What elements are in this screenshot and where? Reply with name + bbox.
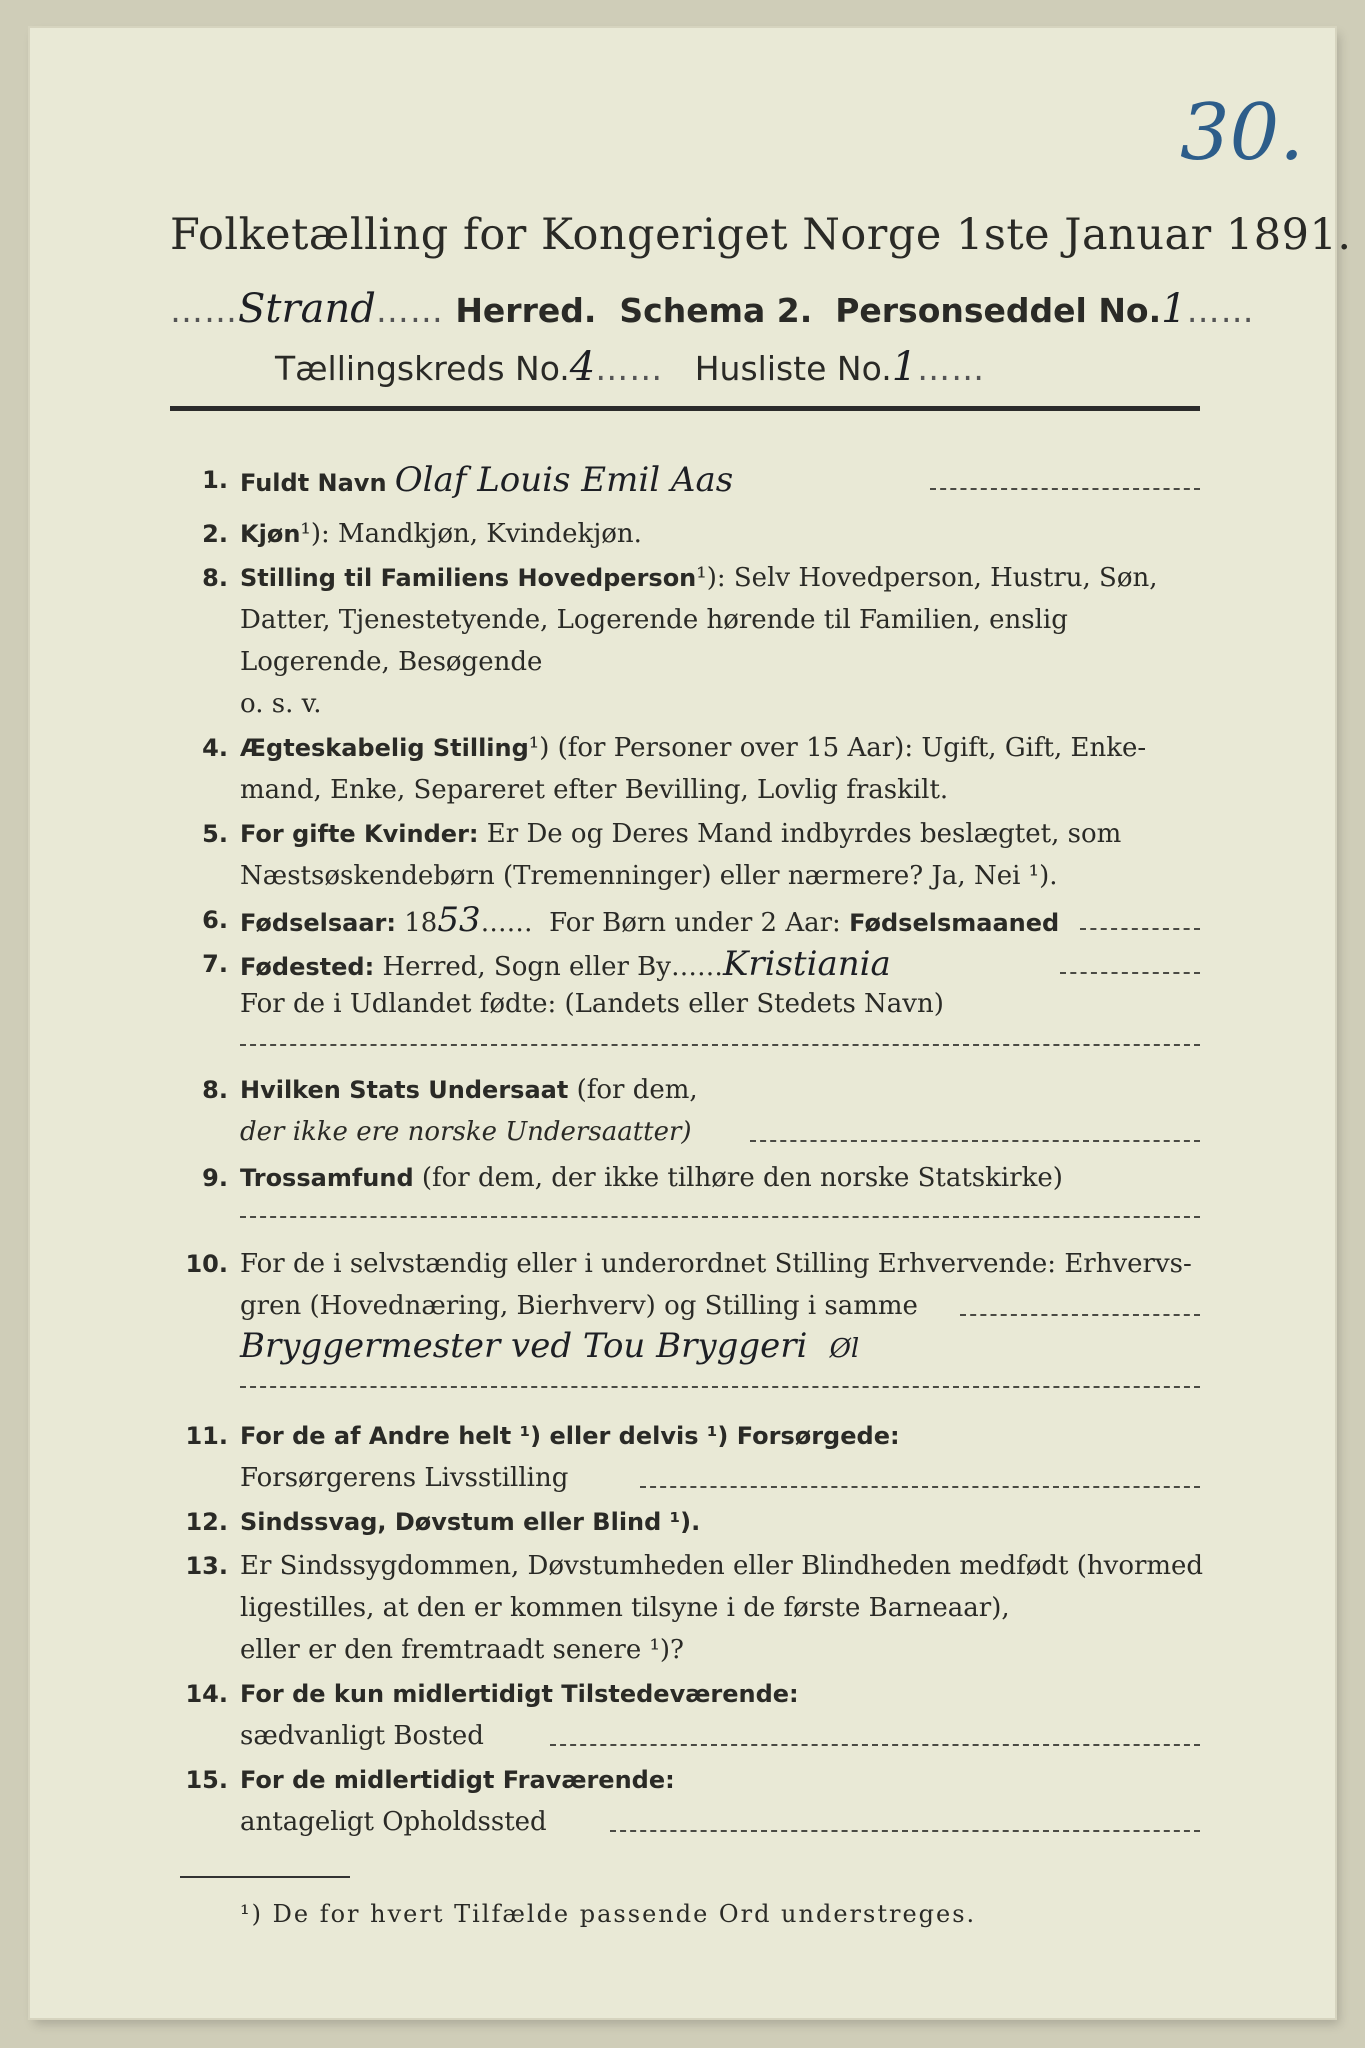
fill-line [610,1830,1200,1832]
item-number: 9. [202,1164,228,1192]
item-text: gren (Hovednæring, Bierhverv) og Stilling i samme [240,1291,918,1321]
item-number: 8. [202,564,228,592]
footnote-rule [180,1876,350,1878]
item-text: Herred, Sogn eller By [382,952,671,982]
birth-year-prefix: 18 [404,908,438,938]
item-label: Ægteskabelig Stilling [240,734,529,762]
item-text: For Børn under 2 Aar: [549,908,841,938]
personseddel-label: Personseddel No. [835,291,1162,330]
fill-line [240,1044,1200,1046]
item-number: 7. [202,950,228,978]
item-label: Kjøn [240,520,301,548]
page-number-handwritten: 30. [1180,88,1305,178]
item-text: Logerende, Besøgende [240,647,543,677]
item-text: For de i selvstændig eller i underordnet Stilling Erhvervende: Erhvervs- [240,1249,1192,1279]
item-text: eller er den fremtraadt senere ¹)? [240,1635,684,1665]
fill-line [240,1386,1200,1388]
item-text: Datter, Tjenestetyende, Logerende hørende til Familien, enslig [240,605,1068,635]
item-text: mand, Enke, Separeret efter Bevilling, Lovlig fraskilt. [240,775,949,805]
fill-line [750,1140,1200,1142]
full-name-value: Olaf Louis Emil Aas [394,460,734,500]
item-number: 6. [202,906,228,934]
item-label: Fødselsmaaned [849,909,1060,937]
herred-label: Herred. [455,291,597,330]
header-line-herred: ……Strand…… Herred. Schema 2. Personseddel No.1…… [170,286,1255,332]
item-text: (for dem, [576,1075,698,1105]
item-text: Er Sindssygdommen, Døvstumheden eller Blindheden medfødt (hvormed [240,1551,1204,1581]
husliste-label: Husliste No. [694,349,892,388]
item-number: 4. [202,734,228,762]
fill-line [640,1486,1200,1488]
item-text: o. s. v. [240,689,322,719]
form-title: Folketælling for Kongeriget Norge 1ste Januar 1891. [170,210,1352,260]
fill-line [1060,972,1200,974]
fill-line [930,488,1200,490]
item-text: Sindssvag, Døvstum eller Blind ¹). [240,1508,701,1536]
item-number: 13. [185,1552,228,1580]
item-text: ¹) (for Personer over 15 Aar): Ugift, Gift, Enke- [528,733,1147,763]
item-label: Stilling til Familiens Hovedperson [240,564,697,592]
item-text: (for dem, der ikke tilhøre den norske Statskirke) [421,1163,1063,1193]
census-form: 30. Folketælling for Kongeriget Norge 1ste Januar 1891. ……Strand…… Herred. Schema 2. Personseddel No.1…… Tællingskreds No.4…… Husliste No.1…… 1. Fuldt Navn Olaf Louis Emil Aas 2. Kjøn¹): Mandkjøn, Kvindekjøn. 8. Stilling til Familiens Hovedperson¹): Selv Hovedperson, Hustru, Søn, Datter, Tjenestetyende, Logerende hørende til Familien, enslig Logerende, Besøgende o. s. v. 4. Ægteskabelig Stilling¹) (for Personer over 15 Aar): Ugift, Gift, Enke- mand, Enke, Separeret efter Bevilling, Lovlig fraskilt. 5. For gifte Kvinder: Er De og Deres Mand indbyrdes beslægtet, som Næstsøskendebørn (Tremenninger) eller nærmere? Ja, Nei ¹). 6. Fødselsaar: 1853…… For Børn under 2 Aar: Fødselsmaaned 7. Fødested: Herred, Sogn eller By……Kristiania For de i Udlandet fødte: (Landets eller Stedets Navn) 8. Hvilken Stats Undersaat (for dem, der ikke ere norske Undersaatter) 9. Trossamfund (for dem, der ikke tilhøre den norske Statskirke) 10. For de i selvstændig eller i underordnet Stilling Erhvervende: Erhvervs- gren (Hovednæring, Bierhverv) og Stilling i samme Bryggermester ved Tou Bryggeri Øl 11. For de af Andre helt ¹) eller delvis ¹) Forsørgede: Forsørgerens Livsstilling 12. Sindssvag, Døvstum eller Blind ¹). 13. Er Sindssygdommen, Døvstumheden eller Blindheden medfødt (hvormed ligestilles, at den er kommen tilsyne i de første Barneaar), eller er den fremtraadt senere ¹)? 14. For de kun midlertidigt Tilstedeværende: sædvanligt Bosted 15. For de midlertidigt Fraværende: antageligt Opholdssted ¹) De for hvert Tilfælde passende Ord understreges. [30,28,1335,2018]
item-number: 8. [202,1076,228,1104]
occupation-value: Bryggermester ved Tou Bryggeri [240,1326,808,1366]
fill-line [960,1314,1200,1316]
item-label: Fuldt Navn [240,469,387,497]
item-label: Hvilken Stats Undersaat [240,1076,569,1104]
item-text: For de midlertidigt Fraværende: [240,1766,675,1794]
item-text: Næstsøskendebørn (Tremenninger) eller nærmere? Ja, Nei ¹). [240,861,1058,891]
item-text: der ikke ere norske Undersaatter) [240,1117,692,1147]
birth-year-value: 53 [437,900,481,940]
item-number: 12. [185,1508,228,1536]
item-text: Er De og Deres Mand indbyrdes beslægtet, som [486,819,1122,849]
item-number: 15. [185,1766,228,1794]
schema-label: Schema 2. [619,291,813,330]
footnote: ¹) De for hvert Tilfælde passende Ord understreges. [240,1900,977,1928]
husliste-number: 1 [891,344,918,390]
item-text: For de af Andre helt ¹) eller delvis ¹) Forsørgede: [240,1422,900,1450]
occupation-code-mark: Øl [829,1334,860,1364]
item-number: 5. [202,820,228,848]
kreds-label: Tællingskreds No. [275,349,570,388]
fill-line [550,1744,1200,1746]
fill-line [240,1216,1200,1218]
herred-name: Strand [238,286,376,332]
item-text: For de i Udlandet fødte: (Landets eller Stedets Navn) [240,989,944,1019]
item-label: For gifte Kvinder: [240,820,479,848]
item-text: antageligt Opholdssted [240,1807,547,1837]
item-number: 2. [202,520,228,548]
item-number: 14. [185,1680,228,1708]
fill-line [1080,928,1200,930]
item-label: Fødested: [240,953,375,981]
item-number: 10. [185,1250,228,1278]
item-text: ¹): Selv Hovedperson, Hustru, Søn, [696,563,1158,593]
item-text: sædvanligt Bosted [240,1721,484,1751]
personseddel-number: 1 [1161,286,1187,332]
kreds-number: 4 [569,344,596,390]
item-label: Trossamfund [240,1164,414,1192]
item-number: 1. [202,466,228,494]
item-text: ligestilles, at den er kommen tilsyne i de første Barneaar), [240,1593,1010,1623]
header-rule [170,406,1200,411]
item-label: Fødselsaar: [240,909,396,937]
header-line-kreds: Tællingskreds No.4…… Husliste No.1…… [275,344,986,390]
item-text: For de kun midlertidigt Tilstedeværende: [240,1680,799,1708]
item-text: Forsørgerens Livsstilling [240,1463,569,1493]
item-text: ¹): Mandkjøn, Kvindekjøn. [300,519,642,549]
item-number: 11. [185,1422,228,1450]
birthplace-value: Kristiania [722,944,891,984]
